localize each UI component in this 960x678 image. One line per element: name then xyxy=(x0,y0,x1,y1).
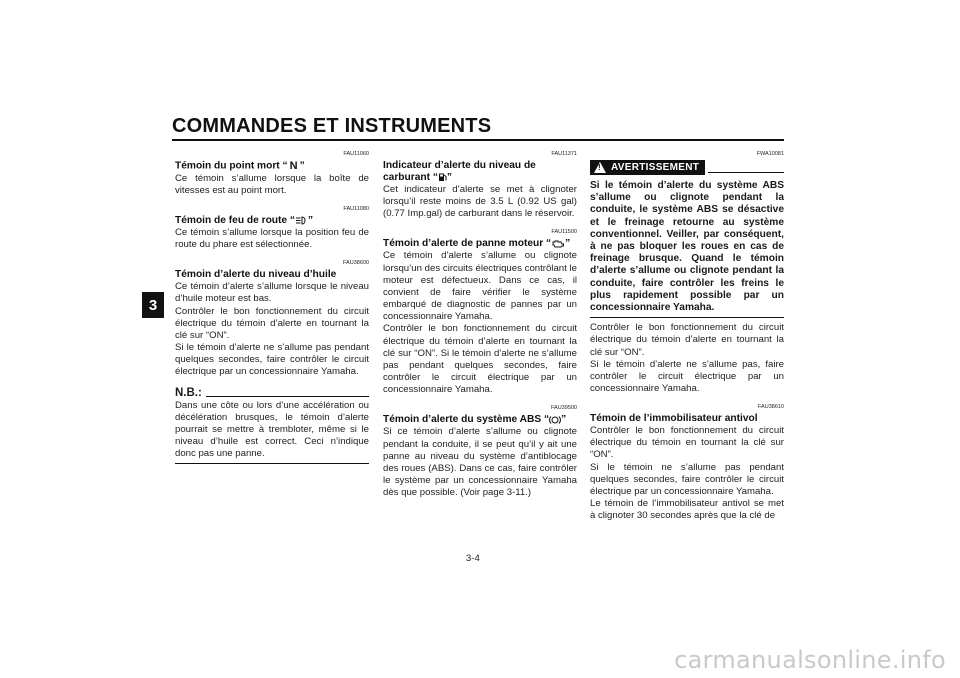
section-high-beam-indicator xyxy=(175,205,369,251)
section-immobilizer-indicator xyxy=(590,403,784,522)
watermark: carmanualsonline.info xyxy=(674,646,946,674)
section-neutral-indicator xyxy=(175,150,369,197)
section-code: FAU11060 xyxy=(343,151,369,157)
section-code: FAU11371 xyxy=(551,151,577,157)
column-1 xyxy=(175,150,369,464)
section-heading: Témoin d’alerte du niveau d’huile xyxy=(175,269,337,281)
paragraph: Si le témoin d’alerte ne s’allume pas pendant quelques secondes, faire contrôler le circuit électrique par un concessionnaire Yamaha. xyxy=(175,342,369,378)
note-end-rule xyxy=(175,463,369,464)
section-text xyxy=(383,250,577,396)
section-code: FAU11500 xyxy=(551,229,577,236)
note-box xyxy=(175,387,369,465)
warning-text: Si le témoin d’alerte du système ABS s’allume ou clignote pendant la conduite, le système ABS se désactive et le freinage retourne au système conventionnel. Veiller, par conséquent, à ne pas bloquer les roues en cas de freinage brusque. Quand le témoin d’alerte s’allume ou clignote pendant la conduite, faire contrôler les freins le plus rapidement possible par un concessionnaire Yamaha. xyxy=(590,180,784,314)
paragraph: Contrôler le bon fonctionnement du circuit électrique du témoin d’alerte en tournant la clé sur “ON”. xyxy=(175,305,369,341)
section-heading: Témoin de l’immobilisateur antivol xyxy=(590,413,758,425)
warning-badge xyxy=(590,160,705,175)
section-fuel-level-warning xyxy=(383,150,577,220)
paragraph: Contrôler le bon fonctionnement du circuit électrique du témoin d’alerte en tournant la clé sur “ON”. Si le témoin d’alerte ne s’allume pas pendant quelques secondes, faire contrôler le circuit électrique par un concessionnaire Yamaha. xyxy=(383,323,577,396)
warning-box xyxy=(590,150,784,318)
note-rule xyxy=(206,396,369,397)
section-heading: Témoin d’alerte du système ABS “ ” xyxy=(383,414,567,426)
section-abs-warning xyxy=(383,404,577,499)
high-beam-icon xyxy=(295,216,308,225)
section-code: FAU38610 xyxy=(758,404,784,411)
fuel-pump-icon xyxy=(438,172,447,182)
page-title: COMMANDES ET INSTRUMENTS xyxy=(172,115,492,137)
column-3 xyxy=(590,150,784,530)
warning-end-rule xyxy=(590,317,784,318)
warning-label: AVERTISSEMENT xyxy=(611,162,700,173)
section-text: Si ce témoin d’alerte s’allume ou clignote pendant la conduite, il se peut qu’il y ait une panne au niveau du système d’antiblocage des roues (ABS). Dans ce cas, faire contrôler le système par un concessionnaire Yamaha dès que possible. (Voir page 3-11.) xyxy=(383,426,577,499)
note-header xyxy=(175,387,369,400)
paragraph: Le témoin de l’immobilisateur antivol se met à clignoter 30 secondes après que la clé de xyxy=(590,498,784,522)
note-text: Dans une côte ou lors d’une accélération ou décélération brusques, le témoin d’alerte pourrait se mettre à trembloter, même si le niveau d’huile est correct. Ceci n’indique donc pas une panne. xyxy=(175,399,369,460)
engine-icon xyxy=(551,239,565,248)
section-text: Cet indicateur d’alerte se met à clignoter lorsqu’il reste moins de 3.5 L (0.92 US gal) (0.77 Imp.gal) de carburant dans le réservoir. xyxy=(383,184,577,220)
section-code: FAU39500 xyxy=(551,405,577,412)
section-code: FAU38600 xyxy=(343,260,369,267)
paragraph: Contrôler le bon fonctionnement du circuit électrique du témoin en tournant la clé sur “ON”. xyxy=(590,425,784,461)
paragraph: Contrôler le bon fonctionnement du circuit électrique du témoin d’alerte en tournant la clé sur “ON”. xyxy=(590,322,784,358)
paragraph: Ce témoin d’alerte s’allume ou clignote lorsqu’un des circuits électriques contrôlant le moteur est défectueux. Dans ce cas, il convient de faire vérifier le système embarqué de diagnostic de pannes par un concessionnaire Yamaha. xyxy=(383,250,577,323)
neutral-symbol: N xyxy=(289,160,298,172)
section-oil-level-warning xyxy=(175,259,369,378)
section-text: Ce témoin s’allume lorsque la position feu de route du phare est sélectionnée. xyxy=(175,227,369,251)
warning-code: FWA10081 xyxy=(756,151,784,157)
chapter-tab: 3 xyxy=(142,292,164,318)
section-text xyxy=(175,281,369,378)
section-abs-check xyxy=(590,322,784,395)
section-heading: Témoin d’alerte de panne moteur “ ” xyxy=(383,238,571,250)
section-heading: Témoin de feu de route “ ” xyxy=(175,215,314,226)
warning-triangle-icon: ! xyxy=(594,162,606,173)
section-text: Ce témoin s’allume lorsque la boîte de vitesses est au point mort. xyxy=(175,172,369,196)
section-text xyxy=(590,425,784,522)
section-heading: Témoin du point mort “ N ” xyxy=(175,160,305,172)
section-text xyxy=(590,322,784,395)
paragraph: Si le témoin ne s’allume pas pendant quelques secondes, faire contrôler le circuit électrique par un concessionnaire Yamaha. xyxy=(590,461,784,497)
warning-rule xyxy=(708,172,784,173)
section-engine-trouble-warning xyxy=(383,228,577,396)
section-heading: Indicateur d’alerte du niveau de carburant “ ” xyxy=(383,160,536,183)
section-code: FAU11080 xyxy=(343,206,369,212)
abs-icon xyxy=(549,415,561,425)
header-rule xyxy=(172,139,784,141)
note-label: N.B.: xyxy=(175,386,202,399)
paragraph: Si le témoin d’alerte ne s’allume pas, faire contrôler le circuit électrique par un concessionnaire Yamaha. xyxy=(590,358,784,395)
warning-header xyxy=(590,160,784,175)
paragraph: Ce témoin d’alerte s’allume lorsque le niveau d’huile moteur est bas. xyxy=(175,281,369,305)
page-number: 3-4 xyxy=(466,553,480,564)
column-2 xyxy=(383,150,577,507)
